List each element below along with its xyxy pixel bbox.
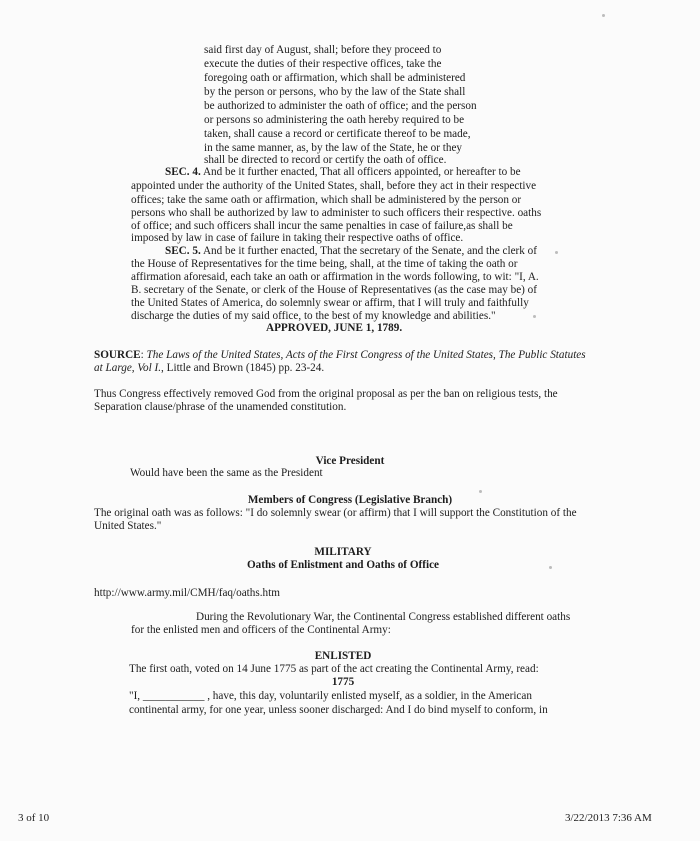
oath-line: said first day of August, shall; before they proceed to (204, 44, 442, 56)
section-5-line: the House of Representatives for the time being, shall, at the time of taking the oath or (131, 258, 518, 270)
section-4-line: imposed by law in case of failure in taking their respective oaths of office. (131, 232, 464, 244)
scan-speck (555, 251, 558, 254)
military-subheading: Oaths of Enlistment and Oaths of Office (246, 559, 440, 571)
source-url: http://www.army.mil/CMH/faq/oaths.htm (94, 587, 280, 599)
scan-speck (549, 566, 552, 569)
oath-line: in the same manner, as, by the law of the State, he or they (204, 142, 463, 154)
approved-date: APPROVED, JUNE 1, 1789. (266, 322, 403, 334)
scan-speck (479, 490, 482, 493)
section-5-line: discharge the duties of my said office, to the best of my knowledge and abilities." (131, 310, 496, 322)
print-timestamp: 3/22/2013 7:36 AM (565, 812, 652, 824)
oath-line: taken, shall cause a record or certificate thereof to be made, (204, 128, 471, 140)
military-heading: MILITARY (314, 546, 372, 558)
section-5-line: the United States of America, do solemnly swear or affirm, that I will truly and faithfully (131, 297, 529, 309)
page-number: 3 of 10 (18, 812, 50, 824)
congress-heading: Members of Congress (Legislative Branch) (247, 494, 453, 506)
enlisted-oath-line: continental army, for one year, unless sooner discharged: And I do bind myself to conform, in (129, 704, 548, 716)
section-5-line: affirmation aforesaid, each take an oath or affirmation in the words following, to wit: "I, A. (131, 271, 539, 283)
congress-line: The original oath was as follows: "I do solemnly swear (or affirm) that I will support the Constitution of the (94, 507, 577, 519)
source-publisher: , Little and Brown (1845) pp. 23-24. (161, 362, 325, 374)
congress-line: United States." (94, 520, 162, 532)
scan-speck (602, 14, 605, 17)
oath-line: by the person or persons, who by the law of the State shall (204, 86, 466, 98)
commentary-line: Thus Congress effectively removed God from the original proposal as per the ban on religious tests, the (94, 388, 558, 400)
enlisted-year: 1775 (331, 676, 355, 688)
oath-line: execute the duties of their respective offices, take the (204, 58, 442, 70)
oath-line: shall be directed to record or certify the oath of office. (204, 154, 447, 166)
enlisted-intro: The first oath, voted on 14 June 1775 as part of the act creating the Continental Army, read: (129, 663, 539, 675)
section-5-label: SEC. 5. (165, 245, 201, 257)
section-4-line: persons who shall be authorized by law to administer to such officers their respective. oaths (131, 207, 542, 219)
section-4-first-line: And be it further enacted, That all officers appointed, or hereafter to be (202, 166, 521, 178)
military-line: During the Revolutionary War, the Continental Congress established different oaths (196, 611, 571, 623)
source-label: SOURCE (94, 349, 141, 361)
section-4-label: SEC. 4. (165, 166, 201, 178)
section-4-line: of office; and such officers shall incur the same penalties in case of failure,as shall be (131, 220, 513, 232)
enlisted-heading: ENLISTED (314, 650, 372, 662)
oath-line: be authorized to administer the oath of office; and the person (204, 100, 477, 112)
section-5-first-line: And be it further enacted, That the secretary of the Senate, and the clerk of (202, 245, 537, 257)
document-page: said first day of August, shall; before they proceed to execute the duties of their respective offices, take the foregoing oath or affirmation, which shall be administered by the person or persons, who by the law of the State shall be authorized to administer the oath of office; and the person or persons so administering the oath hereby required to be taken, shall cause a record or certificate thereof to be made, in the same manner, as, by the law of the State, he or they shall be directed to record or certify the oath of office. SEC. 4. And be it further enacted, That all officers appointed, or hereafter to be appointed under the authority of the United States, shall, before they act in their respective offices; take the same oath or affirmation, which shall be administered by the person or persons who shall be authorized by law to administer to such officers their respective. oaths of office; and such officers shall incur the same penalties in case of failure,as shall be imposed by law in case of failure in taking their respective oaths of office. SEC. 5. And be it further enacted, That the secretary of the Senate, and the clerk of the House of Representatives for the time being, shall, at the time of taking the oath or affirmation aforesaid, each take an oath or affirmation in the words following, to wit: "I, A. B. secretary of the Senate, or clerk of the House of Representatives (as the case may be) of the United States of America, do solemnly swear or affirm, that I will truly and faithfully discharge the duties of my said office, to the best of my knowledge and abilities." APPROVED, JUNE 1, 1789. SOURCE: The Laws of the United States, Acts of the First Congress of the United States, The Public Statutes at Large, Vol I., Little and Brown (1845) pp. 23-24. Thus Congress effectively removed God from the original proposal as per the ban on religious tests, the Separation clause/phrase of the unamended constitution. Vice President Would have been the same as the President Members of Congress (Legislative Branch) The original oath was as follows: "I do solemnly swear (or affirm) that I will support the Constitution of the United States." MILITARY Oaths of Enlistment and Oaths of Office http://www.army.mil/CMH/faq/oaths.htm During the Revolutionary War, the Continental Congress established different oaths for the enlisted men and officers of the Continental Army: ENLISTED The first oath, voted on 14 June 1775 as part of the act creating the Continental Army, read: 1775 "I, ___________ , have, this day, voluntarily enlisted myself, as a soldier, in the American continental army, for one year, unless sooner discharged: And I do bind myself to conform, in 3 of 10 3/22/2013 7:36 AM (0, 0, 700, 841)
scan-speck (533, 315, 536, 318)
source-title: The Laws of the United States, Acts of the First Congress of the United States, The Public Statutes (146, 349, 586, 361)
source-volume: at Large, Vol I. (94, 362, 162, 374)
section-5-line: B. secretary of the Senate, or clerk of the House of Representatives (as the case may be) of (131, 284, 538, 296)
military-line: for the enlisted men and officers of the Continental Army: (131, 624, 391, 636)
oath-line: foregoing oath or affirmation, which shall be administered (204, 72, 466, 84)
section-4-line: offices; take the same oath or affirmation, which shall be administered by the person or (131, 194, 522, 206)
section-4-line: appointed under the authority of the United States, shall, before they act in their respective (131, 180, 537, 192)
vice-president-heading: Vice President (315, 455, 385, 467)
vice-president-text: Would have been the same as the President (130, 467, 323, 479)
commentary-line: Separation clause/phrase of the unamended constitution. (94, 401, 347, 413)
enlisted-oath-line: "I, ___________ , have, this day, voluntarily enlisted myself, as a soldier, in the American (129, 690, 532, 702)
oath-line: or persons so administering the oath hereby required to be (204, 114, 465, 126)
